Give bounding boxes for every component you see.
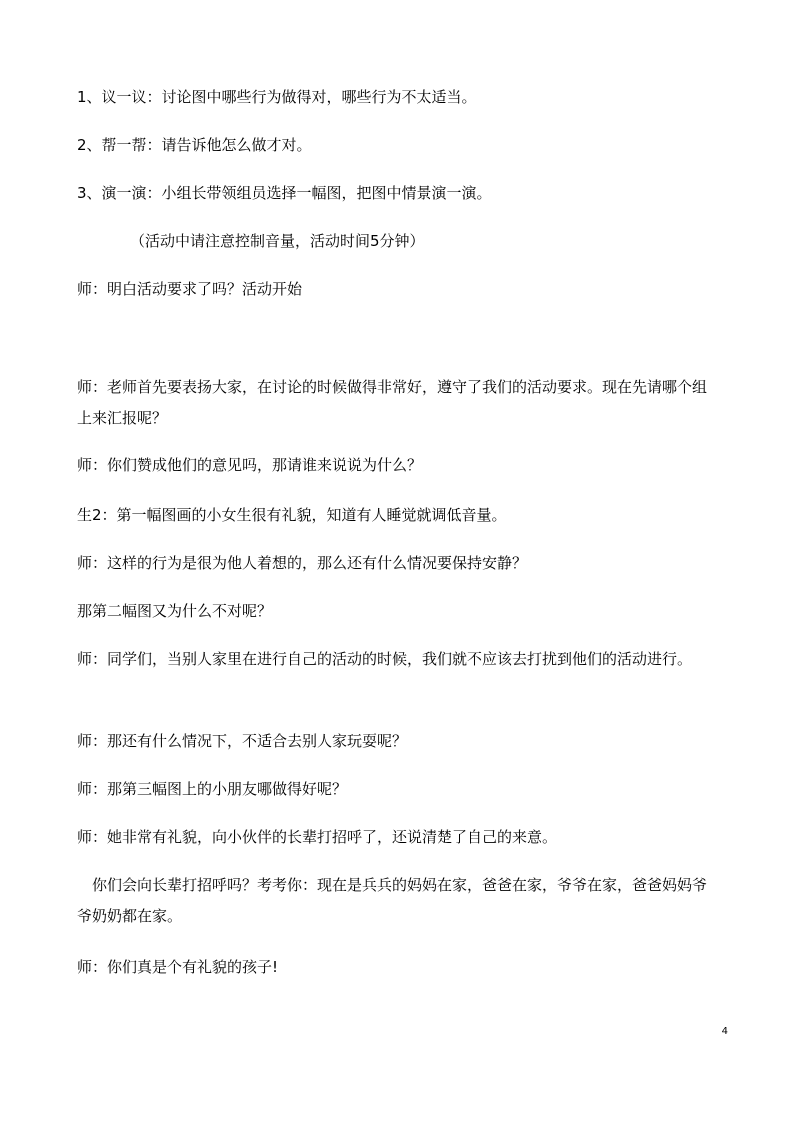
paragraph-teacher-question: 师：你们赞成他们的意见吗，那请谁来说说为什么？ <box>77 456 423 474</box>
paragraph-teacher-disturb: 师：同学们，当别人家里在进行自己的活动的时候，我们就不应该去打扰到他们的活动进行。 <box>77 650 693 668</box>
paragraph-teacher-praise: 师：老师首先要表扬大家，在讨论的时候做得非常好，遵守了我们的活动要求。现在先请哪个组上来汇报呢？ <box>77 378 708 427</box>
paragraph-activity-start: 师：明白活动要求了吗？活动开始 <box>77 280 303 298</box>
paragraph-polite-greeting: 师：她非常有礼貌，向小伙伴的长辈打招呼了，还说清楚了自己的来意。 <box>77 828 558 846</box>
paragraph-teacher-quiet: 师：这样的行为是很为他人着想的，那么还有什么情况要保持安静？ <box>77 554 528 572</box>
paragraph-greeting-quiz: 你们会向长辈打招呼吗？考考你：现在是兵兵的妈妈在家，爸爸在家，爷爷在家，爸爸妈妈爷爷奶奶都在家。 <box>77 876 708 925</box>
paragraph-help-task: 2、帮一帮：请告诉他怎么做才对。 <box>77 136 312 154</box>
paragraph-discuss-task: 1、议一议：讨论图中哪些行为做得对，哪些行为不太适当。 <box>77 88 477 106</box>
paragraph-teacher-situation: 师：那还有什么情况下，不适合去别人家玩耍呢？ <box>77 732 408 750</box>
paragraph-second-picture: 那第二幅图又为什么不对呢？ <box>77 602 273 620</box>
paragraph-act-task: 3、演一演：小组长带领组员选择一幅图，把图中情景演一演。 <box>77 184 492 202</box>
page-number: 4 <box>721 1026 728 1037</box>
paragraph-third-picture: 师：那第三幅图上的小朋友哪做得好呢？ <box>77 780 348 798</box>
paragraph-activity-note: （活动中请注意控制音量，活动时间5分钟） <box>130 232 425 250</box>
paragraph-closing-praise: 师：你们真是个有礼貌的孩子! <box>77 958 279 976</box>
paragraph-student-answer: 生2：第一幅图画的小女生很有礼貌，知道有人睡觉就调低音量。 <box>77 506 507 524</box>
